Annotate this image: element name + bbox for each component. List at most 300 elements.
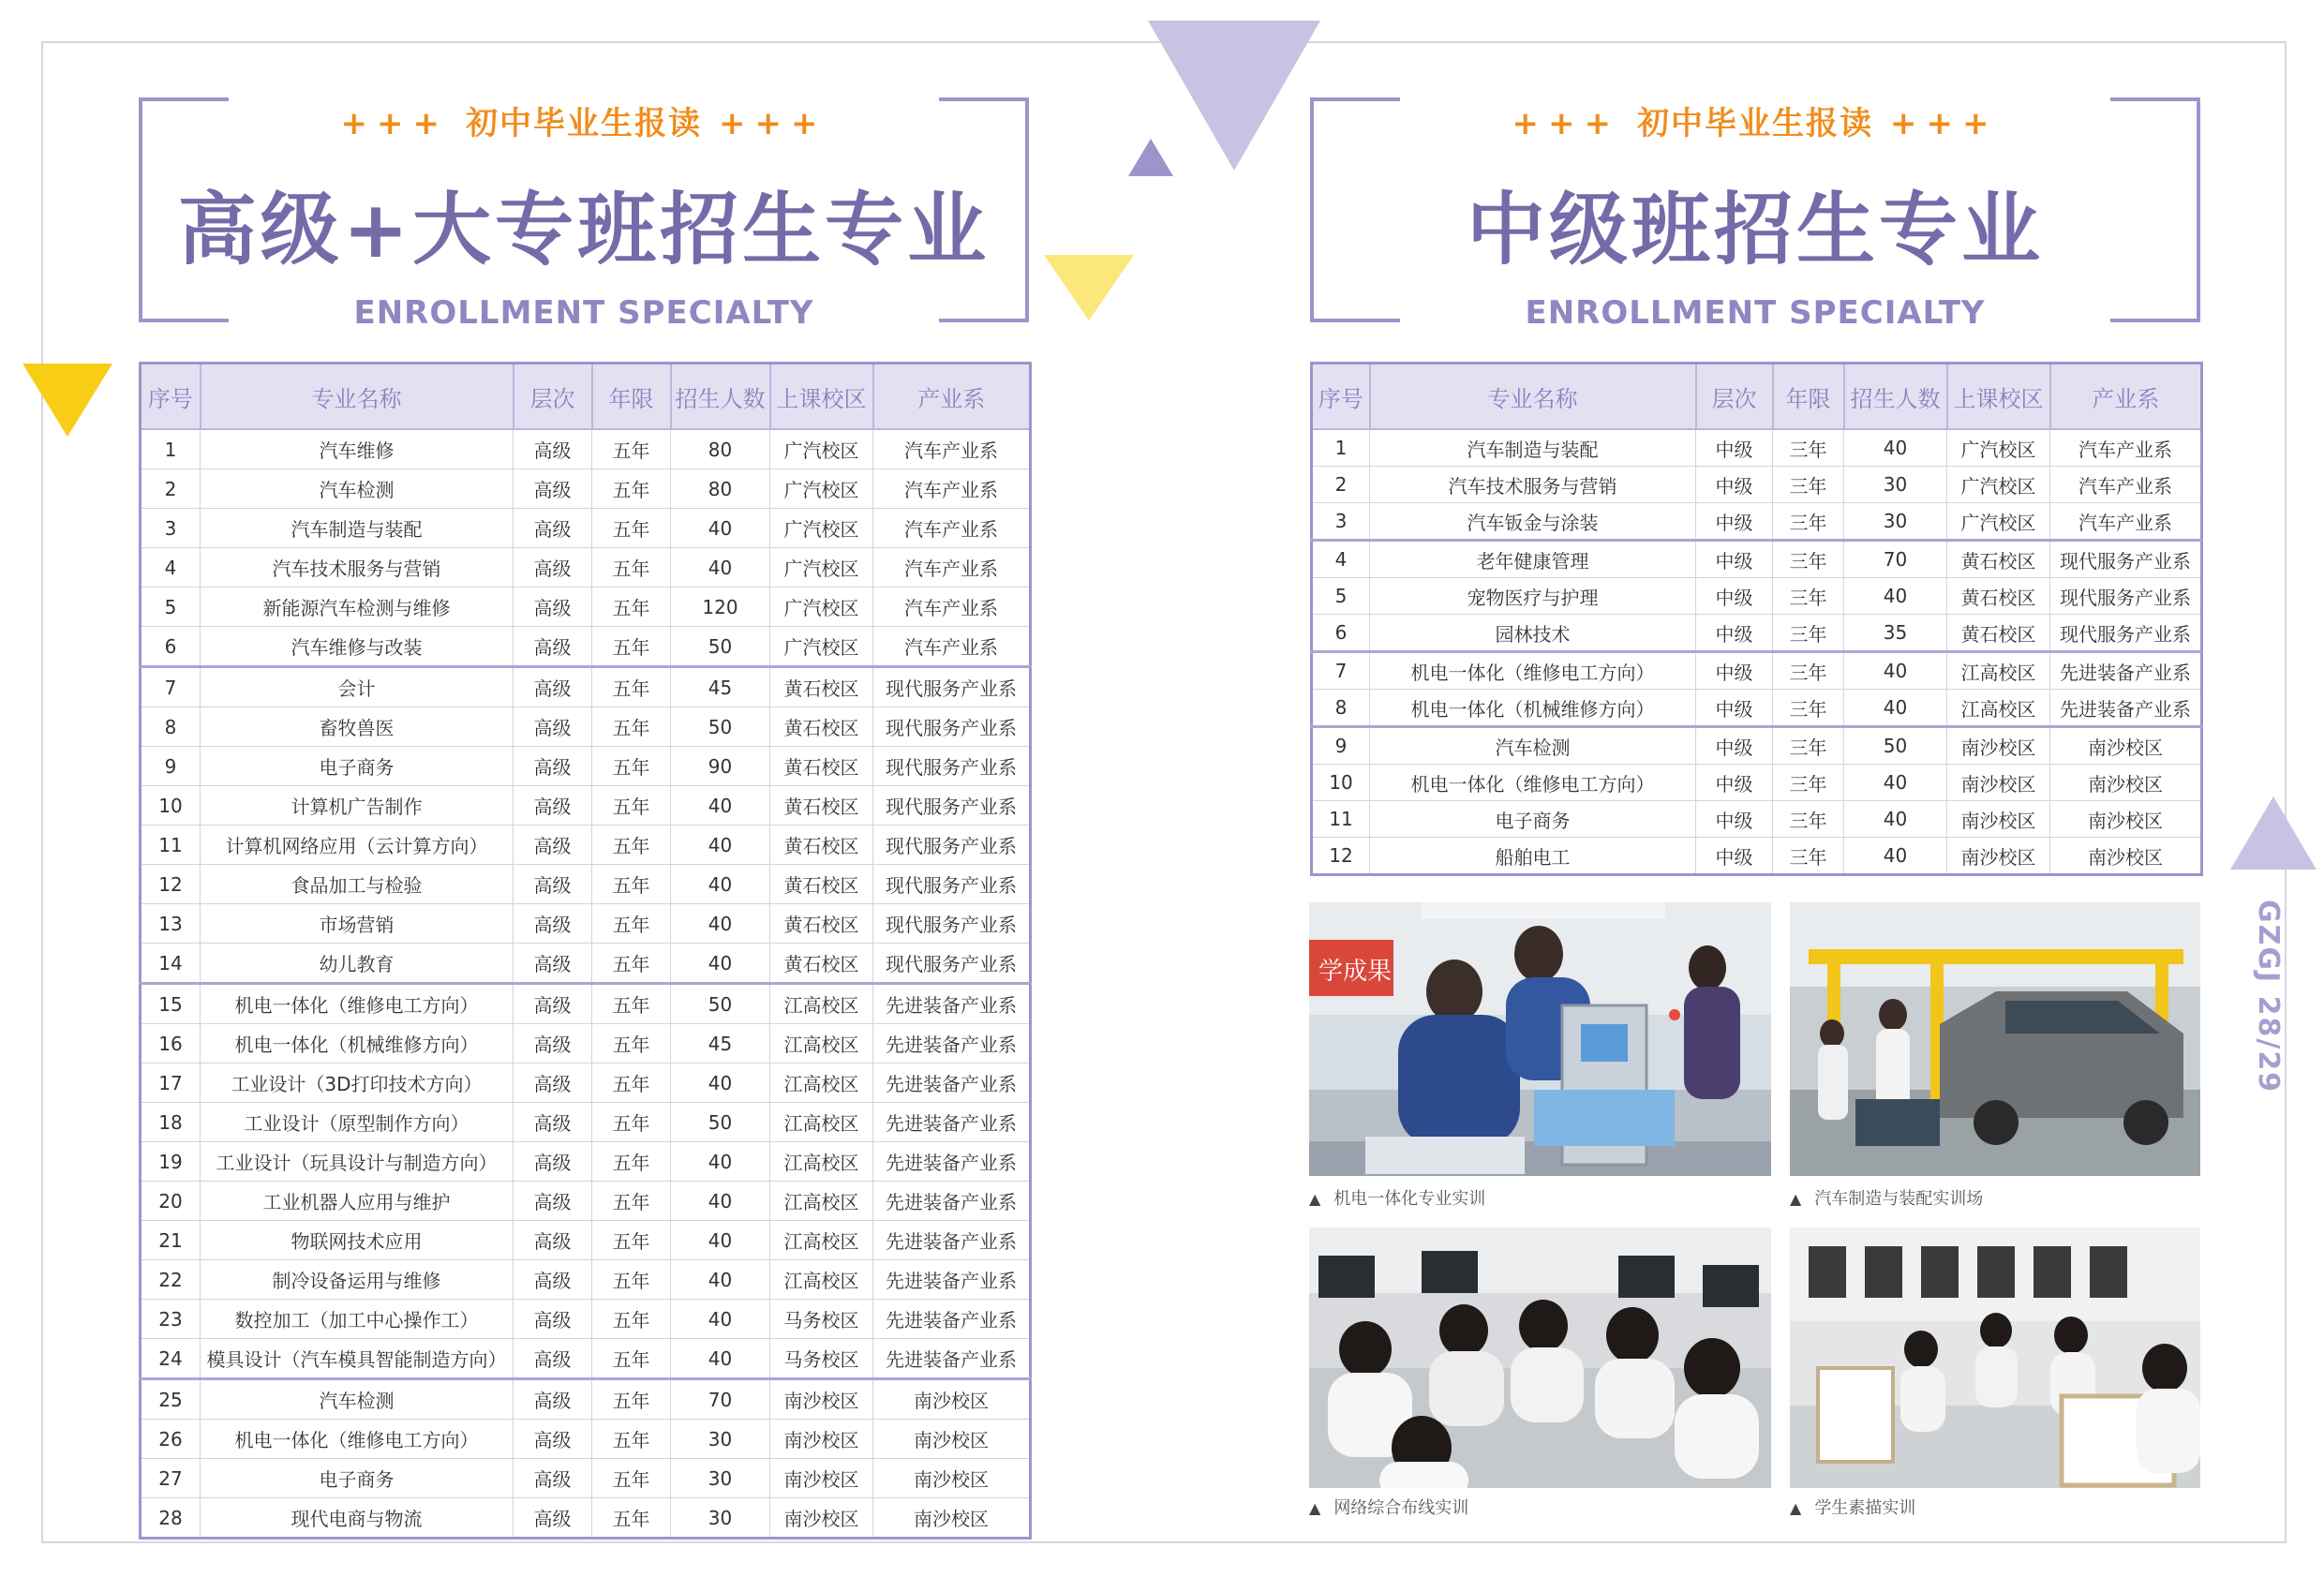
cell-campus: 江高校区 bbox=[770, 1260, 873, 1300]
cell-major: 幼儿教育 bbox=[201, 944, 514, 984]
cell-quota: 40 bbox=[1844, 652, 1947, 690]
cell-index: 1 bbox=[1312, 429, 1370, 467]
cell-campus: 江高校区 bbox=[770, 1064, 873, 1103]
cell-major: 汽车检测 bbox=[1370, 727, 1696, 765]
col-header-level: 层次 bbox=[514, 364, 592, 430]
cell-quota: 30 bbox=[1844, 503, 1947, 541]
cell-index: 10 bbox=[1312, 765, 1370, 801]
cell-index: 18 bbox=[141, 1103, 201, 1142]
photo-auto-assembly-training bbox=[1790, 902, 2200, 1176]
cell-level: 高级 bbox=[514, 548, 592, 588]
cell-major: 电子商务 bbox=[201, 747, 514, 786]
cell-quota: 40 bbox=[671, 1260, 770, 1300]
cell-index: 7 bbox=[1312, 652, 1370, 690]
cell-duration: 三年 bbox=[1773, 652, 1844, 690]
cell-department: 先进装备产业系 bbox=[2050, 690, 2202, 727]
cell-major: 园林技术 bbox=[1370, 615, 1696, 652]
cell-index: 3 bbox=[141, 509, 201, 548]
photo-sketch-training bbox=[1790, 1227, 2200, 1488]
table-row bbox=[141, 1339, 1031, 1379]
plus-marks: +++ bbox=[340, 105, 449, 142]
cell-department: 南沙校区 bbox=[2050, 801, 2202, 838]
cell-department: 南沙校区 bbox=[2050, 838, 2202, 875]
cell-index: 2 bbox=[1312, 467, 1370, 503]
cell-major: 汽车检测 bbox=[201, 469, 514, 509]
decor-triangle-purple-small bbox=[1128, 139, 1173, 176]
cell-level: 高级 bbox=[514, 1221, 592, 1260]
cell-department: 汽车产业系 bbox=[873, 469, 1031, 509]
col-header-duration: 年限 bbox=[1773, 364, 1844, 430]
cell-department: 现代服务产业系 bbox=[2050, 541, 2202, 578]
cell-index: 23 bbox=[141, 1300, 201, 1339]
table-header-row bbox=[141, 364, 1031, 430]
cell-index: 3 bbox=[1312, 503, 1370, 541]
cell-level: 高级 bbox=[514, 1142, 592, 1182]
cell-department: 汽车产业系 bbox=[873, 588, 1031, 627]
cell-index: 24 bbox=[141, 1339, 201, 1379]
decor-triangle-yellow-left bbox=[22, 364, 112, 437]
cell-campus: 南沙校区 bbox=[1947, 801, 2050, 838]
table-row bbox=[141, 1420, 1031, 1459]
cell-department: 先进装备产业系 bbox=[873, 984, 1031, 1024]
cell-level: 中级 bbox=[1696, 429, 1773, 467]
table-row bbox=[1312, 541, 2202, 578]
col-header-index: 序号 bbox=[141, 364, 201, 430]
cell-duration: 五年 bbox=[592, 1221, 671, 1260]
cell-index: 4 bbox=[1312, 541, 1370, 578]
cell-level: 中级 bbox=[1696, 838, 1773, 875]
cell-level: 高级 bbox=[514, 707, 592, 747]
cell-level: 高级 bbox=[514, 469, 592, 509]
cell-level: 高级 bbox=[514, 747, 592, 786]
cell-level: 高级 bbox=[514, 1420, 592, 1459]
cell-major: 汽车维修与改装 bbox=[201, 627, 514, 667]
cell-campus: 南沙校区 bbox=[770, 1459, 873, 1498]
cell-duration: 三年 bbox=[1773, 727, 1844, 765]
cell-quota: 40 bbox=[1844, 801, 1947, 838]
photo-caption-auto-assembly bbox=[1790, 1185, 1983, 1210]
cell-campus: 广汽校区 bbox=[770, 627, 873, 667]
cell-duration: 三年 bbox=[1773, 578, 1844, 615]
cell-duration: 五年 bbox=[592, 1024, 671, 1064]
cell-campus: 黄石校区 bbox=[1947, 615, 2050, 652]
cell-quota: 50 bbox=[1844, 727, 1947, 765]
cell-department: 现代服务产业系 bbox=[873, 667, 1031, 707]
cell-campus: 广汽校区 bbox=[770, 429, 873, 469]
cell-major: 汽车技术服务与营销 bbox=[1370, 467, 1696, 503]
cell-major: 电子商务 bbox=[201, 1459, 514, 1498]
table-row bbox=[1312, 727, 2202, 765]
cell-duration: 五年 bbox=[592, 707, 671, 747]
table-row bbox=[141, 1300, 1031, 1339]
table-row bbox=[141, 1459, 1031, 1498]
cell-quota: 30 bbox=[1844, 467, 1947, 503]
cell-quota: 40 bbox=[671, 1182, 770, 1221]
senior-enrollment-table bbox=[139, 362, 1032, 1540]
cell-level: 高级 bbox=[514, 588, 592, 627]
cell-index: 11 bbox=[141, 826, 201, 865]
cell-department: 先进装备产业系 bbox=[873, 1182, 1031, 1221]
cell-duration: 三年 bbox=[1773, 615, 1844, 652]
cell-campus: 黄石校区 bbox=[770, 904, 873, 944]
table-row bbox=[141, 707, 1031, 747]
cell-department: 先进装备产业系 bbox=[873, 1300, 1031, 1339]
cell-index: 10 bbox=[141, 786, 201, 826]
cell-department: 现代服务产业系 bbox=[873, 904, 1031, 944]
col-header-campus: 上课校区 bbox=[770, 364, 873, 430]
cell-level: 高级 bbox=[514, 786, 592, 826]
cell-quota: 50 bbox=[671, 1103, 770, 1142]
table-row bbox=[141, 904, 1031, 944]
cell-campus: 江高校区 bbox=[770, 1182, 873, 1221]
cell-quota: 40 bbox=[671, 904, 770, 944]
cell-department: 先进装备产业系 bbox=[873, 1103, 1031, 1142]
cell-major: 汽车检测 bbox=[201, 1379, 514, 1420]
cell-campus: 广汽校区 bbox=[1947, 503, 2050, 541]
cell-major: 宠物医疗与护理 bbox=[1370, 578, 1696, 615]
table-row bbox=[141, 826, 1031, 865]
cell-level: 高级 bbox=[514, 429, 592, 469]
col-header-department: 产业系 bbox=[873, 364, 1031, 430]
table-row bbox=[141, 944, 1031, 984]
cell-department: 先进装备产业系 bbox=[873, 1260, 1031, 1300]
cell-campus: 黄石校区 bbox=[770, 944, 873, 984]
cell-quota: 40 bbox=[1844, 429, 1947, 467]
photo-sign-text: 学成果 bbox=[1318, 958, 1393, 986]
cell-campus: 马务校区 bbox=[770, 1300, 873, 1339]
cell-campus: 南沙校区 bbox=[770, 1379, 873, 1420]
photo-caption-network-cabling bbox=[1309, 1495, 1468, 1519]
photo-network-cabling-image bbox=[1309, 1227, 1771, 1488]
caption-text: 网络综合布线实训 bbox=[1333, 1498, 1469, 1518]
cell-duration: 三年 bbox=[1773, 838, 1844, 875]
cell-major: 机电一体化（维修电工方向） bbox=[1370, 652, 1696, 690]
cell-quota: 70 bbox=[671, 1379, 770, 1420]
cell-major: 模具设计（汽车模具智能制造方向） bbox=[201, 1339, 514, 1379]
photo-auto-assembly-image bbox=[1790, 902, 2200, 1176]
cell-level: 高级 bbox=[514, 1064, 592, 1103]
table-row bbox=[1312, 838, 2202, 875]
cell-level: 高级 bbox=[514, 1339, 592, 1379]
table-row bbox=[141, 588, 1031, 627]
cell-quota: 70 bbox=[1844, 541, 1947, 578]
cell-index: 13 bbox=[141, 904, 201, 944]
caption-triangle-icon: ▲ bbox=[1790, 1190, 1802, 1208]
cell-index: 21 bbox=[141, 1221, 201, 1260]
table-row bbox=[141, 429, 1031, 469]
cell-department: 先进装备产业系 bbox=[873, 1339, 1031, 1379]
cell-level: 高级 bbox=[514, 1024, 592, 1064]
photo-sketch-image bbox=[1790, 1227, 2200, 1488]
cell-quota: 40 bbox=[671, 1339, 770, 1379]
cell-major: 物联网技术应用 bbox=[201, 1221, 514, 1260]
cell-quota: 40 bbox=[1844, 578, 1947, 615]
cell-department: 汽车产业系 bbox=[2050, 503, 2202, 541]
cell-quota: 40 bbox=[671, 944, 770, 984]
cell-duration: 五年 bbox=[592, 786, 671, 826]
cell-department: 先进装备产业系 bbox=[873, 1142, 1031, 1182]
caption-triangle-icon: ▲ bbox=[1309, 1190, 1321, 1208]
cell-level: 高级 bbox=[514, 826, 592, 865]
caption-triangle-icon: ▲ bbox=[1309, 1499, 1321, 1517]
cell-major: 工业设计（原型制作方向） bbox=[201, 1103, 514, 1142]
cell-major: 机电一体化（机械维修方向） bbox=[1370, 690, 1696, 727]
photo-caption-sketch bbox=[1790, 1495, 1915, 1519]
cell-duration: 三年 bbox=[1773, 690, 1844, 727]
cell-quota: 40 bbox=[671, 826, 770, 865]
cell-campus: 南沙校区 bbox=[1947, 765, 2050, 801]
cell-campus: 黄石校区 bbox=[770, 667, 873, 707]
cell-duration: 五年 bbox=[592, 469, 671, 509]
cell-major: 会计 bbox=[201, 667, 514, 707]
cell-index: 15 bbox=[141, 984, 201, 1024]
cell-index: 27 bbox=[141, 1459, 201, 1498]
cell-major: 机电一体化（维修电工方向） bbox=[1370, 765, 1696, 801]
col-header-major: 专业名称 bbox=[201, 364, 514, 430]
cell-quota: 30 bbox=[671, 1459, 770, 1498]
cell-quota: 40 bbox=[1844, 690, 1947, 727]
cell-duration: 五年 bbox=[592, 1339, 671, 1379]
cell-level: 高级 bbox=[514, 944, 592, 984]
cell-level: 高级 bbox=[514, 1498, 592, 1539]
cell-index: 9 bbox=[141, 747, 201, 786]
cell-level: 高级 bbox=[514, 1459, 592, 1498]
cell-department: 汽车产业系 bbox=[873, 548, 1031, 588]
cell-major: 现代电商与物流 bbox=[201, 1498, 514, 1539]
cell-major: 计算机网络应用（云计算方向） bbox=[201, 826, 514, 865]
cell-campus: 南沙校区 bbox=[1947, 727, 2050, 765]
intermediate-table-body bbox=[1312, 429, 2202, 875]
cell-duration: 五年 bbox=[592, 1498, 671, 1539]
cell-duration: 五年 bbox=[592, 509, 671, 548]
col-header-quota: 招生人数 bbox=[671, 364, 770, 430]
left-header bbox=[139, 97, 1029, 332]
cell-campus: 江高校区 bbox=[770, 1024, 873, 1064]
cell-index: 28 bbox=[141, 1498, 201, 1539]
cell-department: 现代服务产业系 bbox=[2050, 578, 2202, 615]
cell-quota: 50 bbox=[671, 707, 770, 747]
table-row bbox=[141, 1024, 1031, 1064]
cell-index: 14 bbox=[141, 944, 201, 984]
cell-level: 高级 bbox=[514, 1300, 592, 1339]
cell-duration: 五年 bbox=[592, 1420, 671, 1459]
table-row bbox=[141, 865, 1031, 904]
cell-campus: 广汽校区 bbox=[770, 509, 873, 548]
cell-campus: 江高校区 bbox=[770, 1142, 873, 1182]
cell-campus: 广汽校区 bbox=[1947, 467, 2050, 503]
cell-index: 7 bbox=[141, 667, 201, 707]
cell-quota: 30 bbox=[671, 1420, 770, 1459]
cell-level: 中级 bbox=[1696, 467, 1773, 503]
right-title: 中级班招生专业 bbox=[1466, 184, 2044, 275]
cell-major: 食品加工与检验 bbox=[201, 865, 514, 904]
cell-duration: 五年 bbox=[592, 826, 671, 865]
cell-campus: 马务校区 bbox=[770, 1339, 873, 1379]
cell-duration: 三年 bbox=[1773, 503, 1844, 541]
cell-quota: 40 bbox=[671, 548, 770, 588]
cell-campus: 黄石校区 bbox=[770, 865, 873, 904]
cell-quota: 40 bbox=[671, 786, 770, 826]
intermediate-enrollment-table bbox=[1310, 362, 2203, 876]
cell-campus: 广汽校区 bbox=[770, 588, 873, 627]
cell-duration: 五年 bbox=[592, 1064, 671, 1103]
cell-duration: 五年 bbox=[592, 747, 671, 786]
table-row bbox=[141, 1182, 1031, 1221]
caption-text: 汽车制造与装配实训场 bbox=[1814, 1189, 1984, 1209]
cell-duration: 五年 bbox=[592, 1459, 671, 1498]
cell-duration: 五年 bbox=[592, 667, 671, 707]
cell-department: 南沙校区 bbox=[2050, 765, 2202, 801]
col-header-campus: 上课校区 bbox=[1947, 364, 2050, 430]
table-row bbox=[1312, 578, 2202, 615]
cell-quota: 50 bbox=[671, 984, 770, 1024]
cell-campus: 广汽校区 bbox=[770, 548, 873, 588]
right-subtitle: ENROLLMENT SPECIALTY bbox=[1525, 294, 1986, 332]
table-row bbox=[141, 786, 1031, 826]
left-subtitle: ENROLLMENT SPECIALTY bbox=[353, 294, 814, 332]
cell-campus: 南沙校区 bbox=[770, 1498, 873, 1539]
cell-department: 现代服务产业系 bbox=[873, 747, 1031, 786]
cell-campus: 广汽校区 bbox=[770, 469, 873, 509]
table-row bbox=[141, 1379, 1031, 1420]
cell-level: 中级 bbox=[1696, 615, 1773, 652]
cell-index: 6 bbox=[141, 627, 201, 667]
table-row bbox=[141, 627, 1031, 667]
cell-campus: 南沙校区 bbox=[770, 1420, 873, 1459]
cell-quota: 40 bbox=[671, 865, 770, 904]
cell-major: 汽车钣金与涂装 bbox=[1370, 503, 1696, 541]
cell-index: 9 bbox=[1312, 727, 1370, 765]
decor-triangle-yellow-center bbox=[1044, 255, 1134, 320]
table-row bbox=[141, 1103, 1031, 1142]
cell-duration: 五年 bbox=[592, 1142, 671, 1182]
cell-quota: 40 bbox=[1844, 765, 1947, 801]
cell-duration: 五年 bbox=[592, 1103, 671, 1142]
cell-duration: 三年 bbox=[1773, 801, 1844, 838]
cell-major: 机电一体化（机械维修方向） bbox=[201, 1024, 514, 1064]
cell-level: 中级 bbox=[1696, 503, 1773, 541]
caption-text: 学生素描实训 bbox=[1814, 1498, 1916, 1518]
cell-campus: 广汽校区 bbox=[1947, 429, 2050, 467]
cell-major: 工业机器人应用与维护 bbox=[201, 1182, 514, 1221]
table-row bbox=[1312, 467, 2202, 503]
cell-department: 南沙校区 bbox=[873, 1498, 1031, 1539]
cell-index: 17 bbox=[141, 1064, 201, 1103]
cell-duration: 五年 bbox=[592, 1379, 671, 1420]
cell-index: 4 bbox=[141, 548, 201, 588]
cell-level: 高级 bbox=[514, 904, 592, 944]
photo-caption-mechatronics bbox=[1309, 1185, 1485, 1210]
table-row bbox=[141, 984, 1031, 1024]
cell-duration: 五年 bbox=[592, 904, 671, 944]
cell-index: 5 bbox=[1312, 578, 1370, 615]
cell-major: 计算机广告制作 bbox=[201, 786, 514, 826]
cell-campus: 江高校区 bbox=[1947, 690, 2050, 727]
col-header-index: 序号 bbox=[1312, 364, 1370, 430]
cell-duration: 五年 bbox=[592, 944, 671, 984]
cell-duration: 五年 bbox=[592, 865, 671, 904]
table-row bbox=[1312, 690, 2202, 727]
col-header-major: 专业名称 bbox=[1370, 364, 1696, 430]
cell-major: 工业设计（3D打印技术方向） bbox=[201, 1064, 514, 1103]
cell-level: 高级 bbox=[514, 1379, 592, 1420]
cell-department: 先进装备产业系 bbox=[873, 1064, 1031, 1103]
cell-major: 电子商务 bbox=[1370, 801, 1696, 838]
table-row bbox=[1312, 503, 2202, 541]
cell-quota: 40 bbox=[671, 1221, 770, 1260]
cell-level: 中级 bbox=[1696, 801, 1773, 838]
cell-major: 汽车制造与装配 bbox=[201, 509, 514, 548]
cell-level: 高级 bbox=[514, 865, 592, 904]
cell-campus: 江高校区 bbox=[770, 984, 873, 1024]
kicker-text: 初中毕业生报读 bbox=[466, 105, 702, 142]
cell-level: 高级 bbox=[514, 667, 592, 707]
cell-campus: 黄石校区 bbox=[1947, 541, 2050, 578]
table-row bbox=[141, 747, 1031, 786]
cell-index: 16 bbox=[141, 1024, 201, 1064]
left-kicker bbox=[139, 97, 1029, 143]
cell-department: 现代服务产业系 bbox=[873, 826, 1031, 865]
cell-campus: 南沙校区 bbox=[1947, 838, 2050, 875]
cell-index: 20 bbox=[141, 1182, 201, 1221]
cell-index: 22 bbox=[141, 1260, 201, 1300]
cell-department: 先进装备产业系 bbox=[873, 1221, 1031, 1260]
caption-text: 机电一体化专业实训 bbox=[1333, 1189, 1486, 1209]
cell-campus: 黄石校区 bbox=[770, 786, 873, 826]
left-title: 高级+大专班招生专业 bbox=[177, 184, 991, 275]
cell-quota: 40 bbox=[671, 1300, 770, 1339]
cell-major: 老年健康管理 bbox=[1370, 541, 1696, 578]
cell-department: 现代服务产业系 bbox=[873, 865, 1031, 904]
cell-level: 高级 bbox=[514, 984, 592, 1024]
decor-triangle-purple-right bbox=[2230, 796, 2317, 870]
cell-level: 高级 bbox=[514, 509, 592, 548]
col-header-duration: 年限 bbox=[592, 364, 671, 430]
cell-level: 中级 bbox=[1696, 690, 1773, 727]
table-row bbox=[141, 548, 1031, 588]
cell-quota: 80 bbox=[671, 429, 770, 469]
cell-level: 高级 bbox=[514, 1182, 592, 1221]
table-row bbox=[1312, 801, 2202, 838]
senior-table-body bbox=[141, 429, 1031, 1539]
cell-quota: 50 bbox=[671, 627, 770, 667]
table-row bbox=[141, 1221, 1031, 1260]
cell-quota: 40 bbox=[671, 1142, 770, 1182]
cell-major: 市场营销 bbox=[201, 904, 514, 944]
plus-marks: +++ bbox=[1890, 105, 1999, 142]
cell-department: 南沙校区 bbox=[873, 1379, 1031, 1420]
cell-level: 高级 bbox=[514, 1260, 592, 1300]
col-header-quota: 招生人数 bbox=[1844, 364, 1947, 430]
cell-campus: 黄石校区 bbox=[770, 747, 873, 786]
table-row bbox=[1312, 615, 2202, 652]
cell-index: 11 bbox=[1312, 801, 1370, 838]
cell-department: 现代服务产业系 bbox=[873, 707, 1031, 747]
cell-duration: 五年 bbox=[592, 1300, 671, 1339]
page-folio: GZGJ 28/29 bbox=[2252, 900, 2285, 1094]
cell-index: 26 bbox=[141, 1420, 201, 1459]
cell-campus: 黄石校区 bbox=[770, 826, 873, 865]
cell-duration: 五年 bbox=[592, 429, 671, 469]
cell-quota: 40 bbox=[1844, 838, 1947, 875]
cell-major: 畜牧兽医 bbox=[201, 707, 514, 747]
cell-department: 现代服务产业系 bbox=[2050, 615, 2202, 652]
cell-department: 汽车产业系 bbox=[873, 429, 1031, 469]
cell-department: 南沙校区 bbox=[2050, 727, 2202, 765]
table-row bbox=[141, 509, 1031, 548]
cell-quota: 40 bbox=[671, 1064, 770, 1103]
table-row bbox=[141, 667, 1031, 707]
